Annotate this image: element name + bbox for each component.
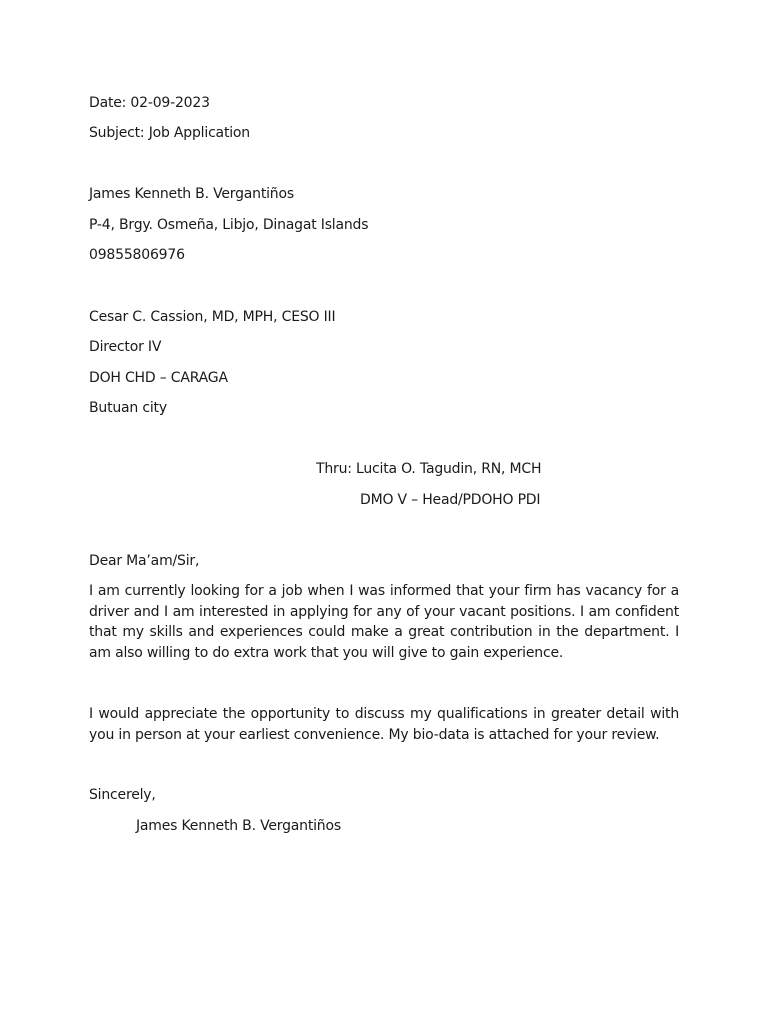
thru-position: DMO V – Head/PDOHO PDI xyxy=(360,492,541,508)
thru-line: Thru: Lucita O. Tagudin, RN, MCH xyxy=(316,461,542,477)
salutation: Dear Ma’am/Sir, xyxy=(89,553,200,569)
body-paragraph: I would appreciate the opportunity to discuss my qualifications in greater detail with you in person at your earliest convenience. My bio-data is attached for your review. xyxy=(89,706,679,743)
recipient-title: Director IV xyxy=(89,339,162,355)
sender-name: James Kenneth B. Vergantiños xyxy=(89,186,294,202)
closing: Sincerely, xyxy=(89,787,156,803)
letter-subject: Subject: Job Application xyxy=(89,125,250,141)
recipient-city: Butuan city xyxy=(89,400,167,416)
letter-date: Date: 02-09-2023 xyxy=(89,95,210,111)
sender-address: P-4, Brgy. Osmeña, Libjo, Dinagat Islands xyxy=(89,217,369,233)
body-paragraph: I am currently looking for a job when I was informed that your firm has vacancy for a driver and I am interested in applying for any of your vacant positions. I am confident that my skills and experiences could make a great contribution in the department. I am also willing to do extra work that you will give to gain experience. xyxy=(89,583,679,661)
recipient-name: Cesar C. Cassion, MD, MPH, CESO III xyxy=(89,309,336,325)
signature-name: James Kenneth B. Vergantiños xyxy=(136,818,341,834)
sender-phone: 09855806976 xyxy=(89,247,185,263)
recipient-office: DOH CHD – CARAGA xyxy=(89,370,228,386)
